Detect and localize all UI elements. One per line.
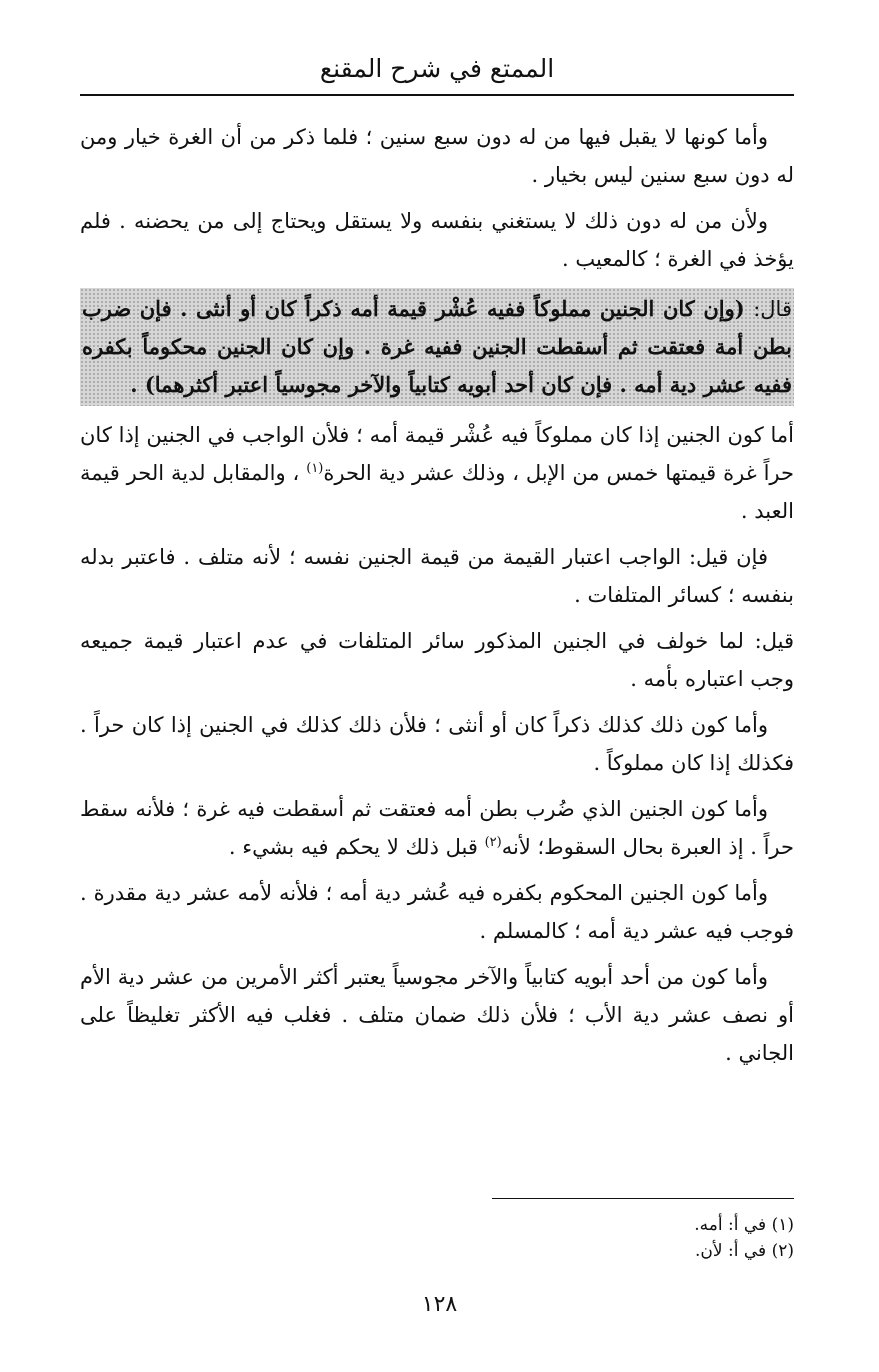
page-number: ١٢٨ <box>421 1292 458 1317</box>
paragraph: وأما كون من أحد أبويه كتابياً والآخر مجوسياً يعتبر أكثر الأمرين من عشر دية الأم أو نصف عشر دية الأب ؛ فلأن ذلك ضمان متلف . فغلب فيه الأكثر تغليظاً على الجاني . <box>80 965 794 1065</box>
paragraph: قيل: لما خولف في الجنين المذكور سائر المتلفات في عدم اعتبار قيمة جميعه وجب اعتباره بأمه . <box>80 629 794 691</box>
paragraph <box>80 790 794 866</box>
paragraph: وأما كونها لا يقبل فيها من له دون سبع سنين ؛ فلما ذكر من أن الغرة خيار ومن له دون سبع سنين ليس بخيار . <box>80 125 794 187</box>
paragraph: فإن قيل: الواجب اعتبار القيمة من قيمة الجنين نفسه ؛ لأنه متلف . فاعتبر بدله بنفسه ؛ كسائر المتلفات . <box>80 545 794 607</box>
paragraph: وأما كون ذلك كذلك ذكراً كان أو أنثى ؛ فلأن ذلك كذلك في الجنين إذا كان حراً . فكذلك إذا كان مملوكاً . <box>80 713 794 775</box>
paragraph-text: وأما كون الجنين الذي ضُرب بطن أمه فعتقت ثم أسقطت فيه غرة ؛ فلأنه سقط حراً . إذ العبرة بحال السقوط؛ لأنه <box>80 797 794 859</box>
footnote-ref-1[interactable]: (١) <box>306 461 324 476</box>
running-head: الممتع في شرح المقنع <box>319 54 555 83</box>
paragraph-text: ، والمقابل لدية الحر قيمة العبد . <box>80 461 794 523</box>
matn-text: (وإن كان الجنين مملوكاً ففيه عُشْر قيمة أمه ذكراً كان أو أنثى . فإن ضرب بطن أمة فعتقت ثم أسقطت الجنين ففيه غرة . وإن كان الجنين محكوماً بكفره ففيه عشر دية أمه . فإن كان أحد أبويه كتابياً والآخر مجوسياً اعتبر أكثرهما) . <box>82 296 792 397</box>
header-rule <box>80 94 794 96</box>
matn-highlight-block <box>80 288 794 406</box>
footnote-2: (٢) في أ: لأن. <box>695 1241 794 1261</box>
paragraph <box>80 416 794 530</box>
paragraph: ولأن من له دون ذلك لا يستغني بنفسه ولا يستقل ويحتاج إلى من يحضنه . فلم يؤخذ في الغرة ؛ كالمعيب . <box>80 209 794 271</box>
paragraph-text: قبل ذلك لا يحكم فيه بشيء . <box>228 835 478 859</box>
matn-label: قال: <box>753 297 792 321</box>
footnotes <box>80 1212 794 1264</box>
footnote-ref-2[interactable]: (٢) <box>484 835 502 850</box>
footnote-1: (١) في أ: أمه. <box>694 1215 794 1235</box>
paragraph-text: أما كون الجنين إذا كان مملوكاً فيه عُشْر قيمة أمه ؛ فلأن الواجب في الجنين إذا كان حراً غرة قيمتها خمس من الإبل ، وذلك عشر دية الحرة <box>80 423 794 485</box>
paragraph: وأما كون الجنين المحكوم بكفره فيه عُشر دية أمه ؛ فلأنه لأمه عشر دية مقدرة . فوجب فيه عشر دية أمه ؛ كالمسلم . <box>80 881 794 943</box>
page-body <box>80 118 794 1080</box>
footnote-rule <box>492 1198 794 1199</box>
